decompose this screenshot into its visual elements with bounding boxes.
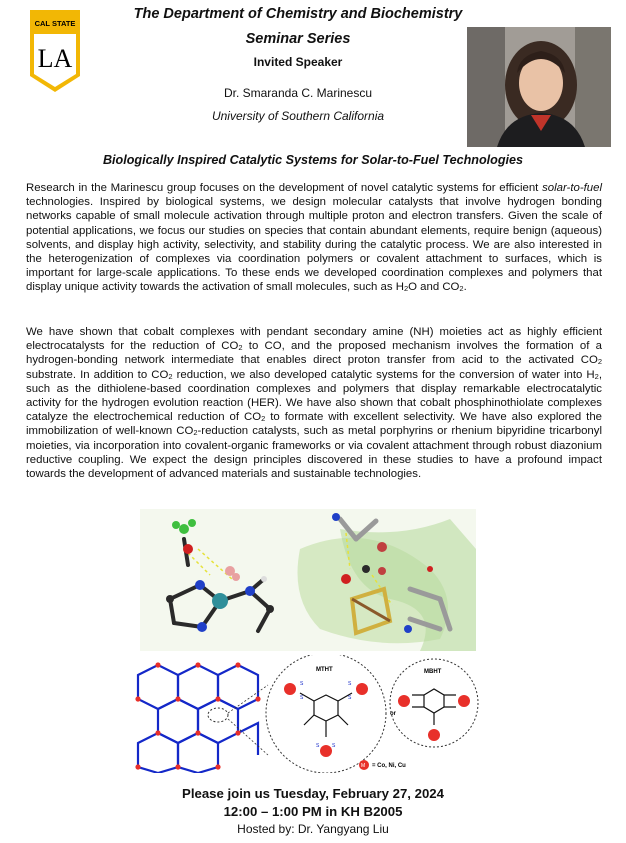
subscript-2: 2 [238,343,243,353]
department-heading: The Department of Chemistry and Biochemistry [133,6,463,22]
sulfur-label: S [348,695,352,701]
subscript-2: 2 [261,414,266,424]
logo-line1: CAL STATE [34,19,76,28]
p1-text-d: . [463,281,467,294]
subscript-2: 2 [168,371,173,381]
molecular-structure-figure [140,509,476,651]
p1-text-a: Research in the Marinescu group focuses on the development of novel catalytic systems for efficient [26,182,543,194]
subscript-2: 2 [594,371,599,381]
subscript-2: 2 [403,284,409,294]
logo-shield-icon [30,10,80,94]
host-line: Hosted by: Dr. Yangyang Liu [237,822,389,836]
p2-text-a: We have shown that cobalt complexes with pendant secondary amine (NH) moieties act as highly efficient electrocatalysts for the reduction of CO [26,326,602,353]
event-time-location: 12:00 – 1:00 PM in KH B2005 [223,804,403,819]
logo-line2: LA [37,44,73,73]
speaker-university: University of Southern California [211,109,385,123]
speaker-name: Dr. Smaranda C. Marinescu [223,86,373,100]
or-label: or [390,711,396,717]
p1-text-c: O and CO [408,281,460,294]
sulfur-label: S [300,681,304,687]
abstract-paragraph-2 [26,325,602,481]
p2-text-g: -reduction catalysts, such as metal porphyrins or rhenium bipyridine tricarbonyl moieties, via incorporation into covalent-organic frameworks or via covalent attachment through robust diazonium reductive coupling. We expect the design principles discovered in these studies to have a profound impact towards the development of advanced materials and sustainable technologies. [26,425,602,481]
mtht-label: MTHT [316,667,333,673]
abstract-paragraph-1 [26,181,602,295]
p1-text-b: technologies. Inspired by biological systems, we design molecular catalysts that involve hydrogen bonding networks capable of small molecule activation through multiple proton and electron transfers. Given the scale of potential applications, we focus our studies on species that contain abundant elements, require benign (aqueous) solvents, and display high activity, selectivity, and stability during the catalytic process. We are also interested in the heterogenization of complexes via coordination polymers or covalent attachment to surfaces, which is important for large-scale applications. To these ends we developed coordination complexes and polymers that display unique activity towards the activation of small molecules, such as H [26,196,602,294]
metal-legend-label: = Co, Ni, Cu [372,763,406,769]
sulfur-label: S [348,681,352,687]
p2-text-e: , such as the dithiolene-based coordination complexes and polymers that display remarkable electrocatalytic activity for the hydrogen evolution reaction (HER). We have also shown that cobalt phosphinothiolate complexes catalyze the electrochemical reduction of CO [26,368,602,424]
subscript-2: 2 [193,428,198,438]
p2-text-d: reduction, we also developed catalytic systems for the conversion of water into H [172,368,595,381]
speaker-photo [467,27,611,147]
cobalt-atom [212,593,228,609]
p1-italic-term: solar-to-fuel [542,182,602,194]
sulfur-label: S [332,743,336,749]
talk-title: Biologically Inspired Catalytic Systems for Solar-to-Fuel Technologies [102,153,524,167]
sulfur-label: S [300,695,304,701]
p2-text-f: to formate with excellent selectivity. We have also explored the immobilization of well-known CO [26,411,603,438]
event-date: Please join us Tuesday, February 27, 2024 [182,786,444,801]
subscript-2: 2 [459,284,464,294]
cal-state-la-logo [30,10,80,94]
framework-schematic [128,655,498,773]
seminar-series-heading: Seminar Series [245,31,351,47]
p2-text-c: substrate. In addition to CO [26,368,169,381]
invited-speaker-label: Invited Speaker [253,55,343,69]
sulfur-label: S [316,743,320,749]
subscript-2: 2 [597,357,602,367]
metal-symbol: M [361,763,366,769]
p2-text-b: to CO, and the proposed mechanism involves the formation of a hydrogen-bonding network intermediate that enables direct proton transfer from acid to the activated CO [26,340,602,367]
mbht-label: MBHT [424,669,442,675]
